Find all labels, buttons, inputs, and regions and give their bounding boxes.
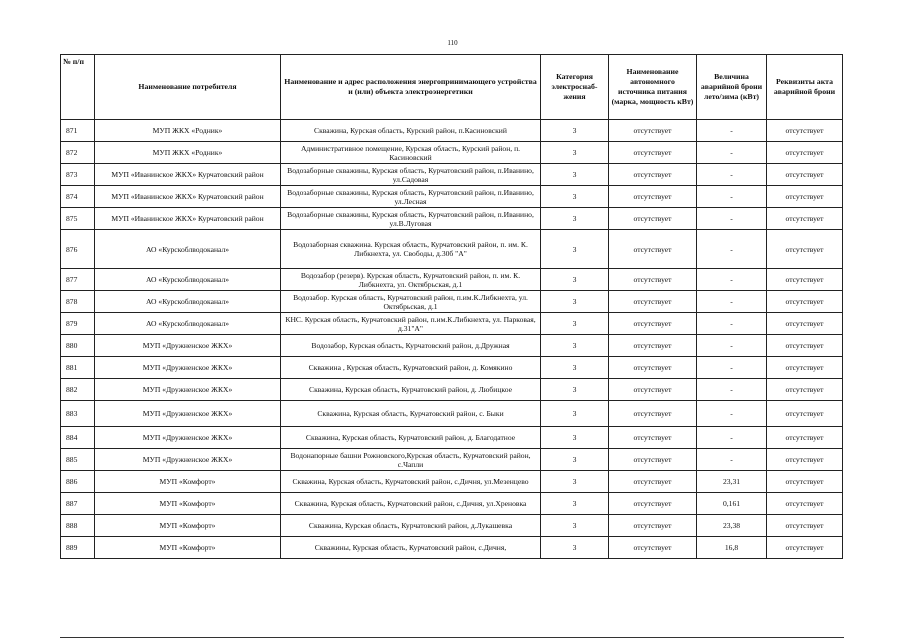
cell-requisites: отсутствует [767,357,843,379]
header-consumer: Наименование потребителя [95,55,281,120]
cell-requisites: отсутствует [767,313,843,335]
table-row [61,186,843,208]
cell-source: отсутствует [609,357,697,379]
cell-requisites: отсутствует [767,379,843,401]
cell-category: 3 [541,208,609,230]
cell-source: отсутствует [609,208,697,230]
cell-reserve: 16,8 [697,537,767,559]
cell-reserve: - [697,291,767,313]
cell-object: Водозабор. Курская область, Курчатовский район, п.им.К.Либкнехта, ул. Октябрьская, д.1 [281,291,541,313]
table-row [61,120,843,142]
cell-requisites: отсутствует [767,120,843,142]
table-row [61,471,843,493]
table-header-row [61,55,843,120]
cell-source: отсутствует [609,493,697,515]
cell-consumer: АО «Курскоблводоканал» [95,313,281,335]
cell-source: отсутствует [609,164,697,186]
cell-reserve: 23,38 [697,515,767,537]
cell-category: 3 [541,493,609,515]
cell-source: отсутствует [609,313,697,335]
cell-num: 882 [61,379,95,401]
cell-source: отсутствует [609,515,697,537]
cell-object: Водозаборная скважина. Курская область, Курчатовский район, п. им. К. Либкнехта, ул. Свободы, д.30б "А" [281,230,541,269]
cell-reserve: 0,161 [697,493,767,515]
cell-reserve: - [697,357,767,379]
table-row [61,335,843,357]
cell-num: 887 [61,493,95,515]
table-row [61,427,843,449]
cell-requisites: отсутствует [767,427,843,449]
cell-num: 877 [61,269,95,291]
cell-requisites: отсутствует [767,471,843,493]
cell-object: Скважина, Курская область, Курчатовский район, д. Благодатное [281,427,541,449]
cell-category: 3 [541,515,609,537]
cell-source: отсутствует [609,537,697,559]
cell-object: Скважина, Курская область, Курчатовский район, с. Быки [281,401,541,427]
cell-object: КНС. Курская область, Курчатовский район, п.им.К.Либкнехта, ул. Парковая, д.31"А" [281,313,541,335]
cell-consumer: МУП «Дружненское ЖКХ» [95,449,281,471]
cell-source: отсутствует [609,401,697,427]
cell-consumer: МУП «Дружненское ЖКХ» [95,357,281,379]
cell-source: отсутствует [609,269,697,291]
cell-consumer: МУП «Иванинское ЖКХ» Курчатовский район [95,208,281,230]
cell-consumer: АО «Курскоблводоканал» [95,269,281,291]
cell-object: Административное помещение, Курская область, Курский район, п. Касиновский [281,142,541,164]
cell-source: отсутствует [609,142,697,164]
cell-category: 3 [541,449,609,471]
table-row [61,449,843,471]
cell-requisites: отсутствует [767,291,843,313]
cell-consumer: АО «Курскоблводоканал» [95,291,281,313]
cell-object: Водозаборные скважины, Курская область, Курчатовский район, п.Иванино, ул.В.Луговая [281,208,541,230]
cell-category: 3 [541,120,609,142]
cell-reserve: - [697,186,767,208]
cell-source: отсутствует [609,230,697,269]
cell-consumer: МУП «Дружненское ЖКХ» [95,379,281,401]
cell-reserve: - [697,379,767,401]
cell-reserve: - [697,269,767,291]
cell-object: Водозабор (резерв). Курская область, Курчатовский район, п. им. К. Либкнехта, ул. Октябрьская, д.1 [281,269,541,291]
table-row [61,313,843,335]
cell-requisites: отсутствует [767,230,843,269]
table-row [61,291,843,313]
table-row [61,230,843,269]
cell-source: отсутствует [609,186,697,208]
cell-object: Водозаборные скважины, Курская область, Курчатовский район, п.Иванино, ул.Лесная [281,186,541,208]
table-row [61,269,843,291]
cell-consumer: МУП «Комфорт» [95,493,281,515]
table-row [61,357,843,379]
header-reserve: Величина аварийной брони лето/зима (кВт) [697,55,767,120]
table-row [61,164,843,186]
cell-num: 888 [61,515,95,537]
cell-num: 889 [61,537,95,559]
cell-reserve: - [697,313,767,335]
cell-reserve: - [697,142,767,164]
table-row [61,379,843,401]
cell-consumer: МУП «Дружненское ЖКХ» [95,335,281,357]
cell-requisites: отсутствует [767,449,843,471]
header-object: Наименование и адрес расположения энергопринимающего устройства и (или) объекта электроэнергетики [281,55,541,120]
cell-num: 878 [61,291,95,313]
cell-object: Водозаборные скважины, Курская область, Курчатовский район, п.Иванино, ул.Садовая [281,164,541,186]
cell-requisites: отсутствует [767,208,843,230]
cell-num: 885 [61,449,95,471]
cell-reserve: 23,31 [697,471,767,493]
cell-category: 3 [541,269,609,291]
cell-object: Водозабор, Курская область, Курчатовский район, д.Дружная [281,335,541,357]
cell-consumer: МУП «Дружненское ЖКХ» [95,427,281,449]
cell-consumer: МУП ЖКХ «Родник» [95,142,281,164]
cell-requisites: отсутствует [767,164,843,186]
table-row [61,142,843,164]
cell-reserve: - [697,164,767,186]
cell-category: 3 [541,291,609,313]
cell-consumer: МУП «Иванинское ЖКХ» Курчатовский район [95,186,281,208]
cell-requisites: отсутствует [767,493,843,515]
cell-category: 3 [541,401,609,427]
table-row [61,493,843,515]
cell-reserve: - [697,230,767,269]
cell-category: 3 [541,313,609,335]
cell-object: Скважина, Курская область, Курчатовский район, с.Дичня, ул.Мезенцево [281,471,541,493]
cell-consumer: МУП «Комфорт» [95,471,281,493]
cell-num: 879 [61,313,95,335]
cell-requisites: отсутствует [767,269,843,291]
cell-object: Скважина, Курская область, Курчатовский район, д.Лукашевка [281,515,541,537]
cell-num: 880 [61,335,95,357]
cell-category: 3 [541,357,609,379]
cell-category: 3 [541,335,609,357]
cell-reserve: - [697,401,767,427]
cell-requisites: отсутствует [767,401,843,427]
cell-source: отсутствует [609,379,697,401]
cell-consumer: МУП ЖКХ «Родник» [95,120,281,142]
cell-category: 3 [541,471,609,493]
cell-category: 3 [541,379,609,401]
cell-object: Скважины, Курская область, Курчатовский район, с.Дичня, [281,537,541,559]
cell-num: 876 [61,230,95,269]
cell-consumer: МУП «Дружненское ЖКХ» [95,401,281,427]
header-category: Категория электроснаб-жения [541,55,609,120]
cell-source: отсутствует [609,427,697,449]
cell-source: отсутствует [609,449,697,471]
table-row [61,401,843,427]
cell-object: Скважина, Курская область, Курчатовский район, с.Дичня, ул.Хреновка [281,493,541,515]
cell-reserve: - [697,427,767,449]
cell-num: 881 [61,357,95,379]
cell-category: 3 [541,142,609,164]
table-row [61,208,843,230]
cell-num: 873 [61,164,95,186]
cell-reserve: - [697,449,767,471]
page-number: 110 [447,39,458,47]
cell-object: Скважина , Курская область, Курчатовский район, д. Комякино [281,357,541,379]
cell-category: 3 [541,537,609,559]
cell-requisites: отсутствует [767,142,843,164]
cell-category: 3 [541,427,609,449]
cell-num: 871 [61,120,95,142]
header-num: № п/п [61,55,95,120]
table-row [61,515,843,537]
cell-object: Водонапорные башни Рожновского,Курская область, Курчатовский район, с.Чапли [281,449,541,471]
cell-num: 886 [61,471,95,493]
cell-consumer: МУП «Комфорт» [95,537,281,559]
cell-source: отсутствует [609,120,697,142]
cell-num: 872 [61,142,95,164]
cell-consumer: АО «Курскоблводоканал» [95,230,281,269]
page-bottom-rule [60,637,844,638]
reserve-table [60,54,843,559]
cell-category: 3 [541,164,609,186]
cell-object: Скважина, Курская область, Курчатовский район, д. Любицкое [281,379,541,401]
cell-requisites: отсутствует [767,537,843,559]
cell-consumer: МУП «Комфорт» [95,515,281,537]
cell-num: 875 [61,208,95,230]
cell-category: 3 [541,230,609,269]
cell-consumer: МУП «Иванинское ЖКХ» Курчатовский район [95,164,281,186]
header-source: Наименование автономного источника питания (марка, мощность кВт) [609,55,697,120]
cell-reserve: - [697,120,767,142]
cell-reserve: - [697,335,767,357]
cell-requisites: отсутствует [767,515,843,537]
cell-reserve: - [697,208,767,230]
cell-source: отсутствует [609,335,697,357]
table-row [61,537,843,559]
cell-num: 883 [61,401,95,427]
cell-source: отсутствует [609,471,697,493]
cell-source: отсутствует [609,291,697,313]
cell-requisites: отсутствует [767,186,843,208]
cell-requisites: отсутствует [767,335,843,357]
cell-object: Скважина, Курская область, Курский район, п.Касиновский [281,120,541,142]
cell-num: 874 [61,186,95,208]
header-requisites: Реквизиты акта аварийной брони [767,55,843,120]
cell-category: 3 [541,186,609,208]
cell-num: 884 [61,427,95,449]
